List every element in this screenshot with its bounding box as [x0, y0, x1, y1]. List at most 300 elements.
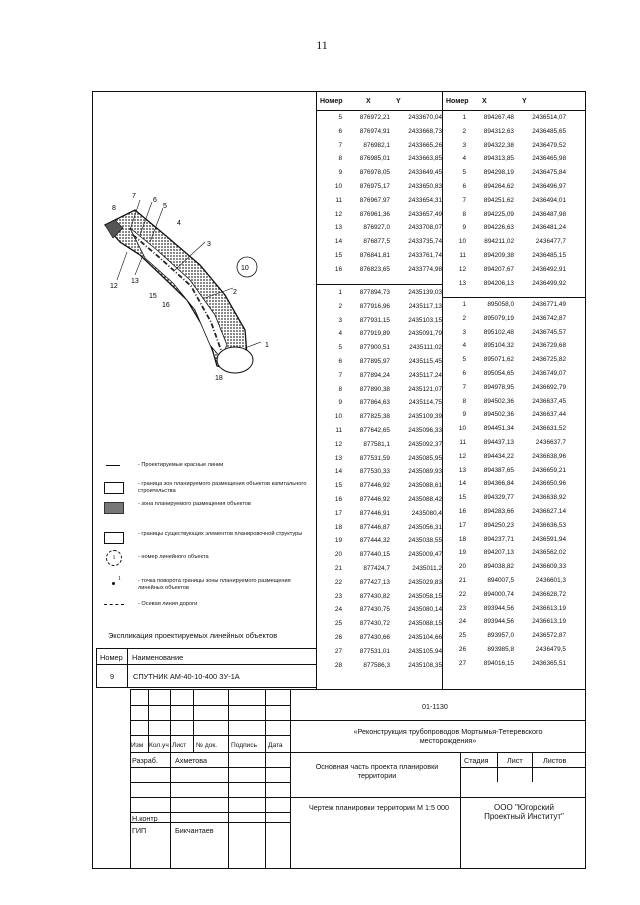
point-number: 10: [334, 413, 342, 421]
point-number: 12: [334, 210, 342, 218]
coord-x: 894502,36: [483, 397, 514, 405]
coord-y: 2436481,24: [532, 224, 566, 232]
coord-y: 2436609,33: [532, 563, 566, 571]
point-number: 20: [334, 551, 342, 559]
coord-x: 894038,82: [483, 563, 514, 571]
coord-y: 2433665,26: [408, 141, 442, 149]
coord-row: [444, 424, 566, 434]
coord-row: [444, 210, 566, 220]
coord-x: 877446,87: [359, 523, 390, 531]
coord-x: 877931,15: [359, 316, 390, 324]
turn-point-icon: [112, 582, 115, 585]
coord-row: [320, 619, 442, 629]
coord-y: 2436659,21: [532, 466, 566, 474]
map-label: 2: [233, 289, 237, 296]
coord-y: 2436591,94: [532, 535, 566, 543]
coord-y: 2436638,92: [532, 494, 566, 502]
coord-y: 2433654,31: [408, 196, 442, 204]
point-number: 3: [338, 316, 342, 324]
explication-row-name: СПУТНИК АМ-40-10-400 ЗУ-1А: [133, 672, 240, 681]
point-number: 5: [338, 114, 342, 121]
coord-row: [320, 210, 442, 220]
coord-x: 895071,62: [483, 356, 514, 364]
coord-x: 877430,82: [359, 592, 390, 600]
coord-x: 877446,91: [359, 509, 390, 517]
nkontr-label: Н.контр: [132, 814, 158, 823]
col-list: Лист: [172, 742, 187, 749]
point-number: 26: [458, 646, 466, 653]
left-header-num: Номер: [320, 98, 343, 105]
coord-x: 895058,0: [487, 301, 514, 308]
coord-row: [444, 410, 566, 420]
point-number: 6: [338, 358, 342, 365]
right-header-x: X: [482, 98, 487, 105]
coord-x: 894329,77: [483, 494, 514, 502]
coord-y: 2435117,24: [408, 371, 442, 379]
point-number: 12: [334, 440, 342, 448]
point-number: 5: [338, 344, 342, 352]
coord-y: 2435085,95: [408, 454, 442, 462]
coord-row: [320, 495, 442, 505]
point-number: 18: [458, 535, 466, 543]
explication-title: Экспликация проектируемых линейных объектов: [108, 631, 278, 640]
list-label: Лист: [507, 756, 523, 765]
coord-x: 877825,38: [359, 413, 390, 421]
coord-row: [320, 168, 442, 178]
document-code: 01-1130: [422, 702, 448, 711]
col-izm: Изм: [131, 742, 144, 749]
point-number: 10: [458, 425, 466, 433]
point-number: 15: [334, 252, 342, 259]
coord-y: 2436725,82: [532, 356, 566, 364]
map-label: 10: [241, 265, 249, 272]
coord-y: 2435056,31: [408, 523, 442, 531]
coord-row: [444, 300, 566, 310]
coord-x: 894250,23: [483, 521, 514, 529]
coord-row: [444, 397, 566, 407]
map-label: 5: [163, 203, 167, 210]
coord-row: [320, 237, 442, 247]
point-number: 13: [334, 224, 342, 232]
point-number: 7: [338, 141, 342, 149]
point-number: 1: [338, 289, 342, 296]
section-title: Основная часть проекта планировки территории: [315, 762, 439, 780]
coord-y: 2435091,79: [408, 330, 442, 338]
point-number: 22: [334, 578, 342, 586]
coord-x: 894007,5: [487, 577, 514, 584]
coord-x: 876841,81: [359, 252, 390, 259]
coord-row: [320, 265, 442, 275]
coord-row: [444, 154, 566, 164]
map-label: 7: [132, 193, 136, 200]
coord-y: 2435080,14: [408, 606, 442, 614]
explication-header-name: Наименование: [132, 653, 184, 662]
coord-y: 2436572,87: [532, 632, 566, 640]
point-number: 23: [458, 604, 466, 612]
coord-x: 894237,71: [483, 535, 514, 543]
point-number: 7: [462, 383, 466, 391]
coord-row: [320, 592, 442, 602]
coord-y: 2433650,83: [408, 183, 442, 190]
coord-y: 2436496,97: [532, 183, 566, 190]
point-number: 15: [334, 482, 342, 490]
coord-row: [320, 182, 442, 192]
coord-y: 2435096,33: [408, 427, 442, 434]
point-number: 21: [334, 565, 342, 572]
coord-row: [320, 385, 442, 395]
coord-row: [320, 288, 442, 298]
coord-row: [444, 383, 566, 393]
coord-x: 876927,0: [363, 224, 390, 232]
coord-y: 2433663,85: [408, 155, 442, 163]
organization: ООО "Югорский Проектный Институт": [484, 803, 564, 821]
coord-x: 893944,56: [483, 618, 514, 626]
coord-x: 877586,3: [363, 661, 390, 669]
coord-y: 2436749,07: [532, 370, 566, 377]
coord-x: 877424,7: [363, 565, 390, 572]
point-number: 11: [335, 196, 342, 204]
map-label: 1: [265, 342, 269, 349]
coord-y: 2436494,01: [532, 196, 566, 204]
coord-y: 2436729,68: [532, 342, 566, 350]
point-number: 4: [338, 330, 342, 338]
point-number: 15: [458, 494, 466, 502]
coord-row: [320, 302, 442, 312]
point-number: 17: [458, 521, 466, 529]
point-number: 19: [334, 537, 342, 545]
coord-x: 894251,62: [483, 196, 514, 204]
coord-y: 2436601,3: [535, 577, 566, 584]
zone-boundary-symbol: [104, 482, 124, 494]
point-number: 14: [334, 468, 342, 476]
coord-y: 2435108,35: [408, 661, 442, 669]
point-number: 8: [462, 210, 466, 218]
point-number: 25: [334, 620, 342, 628]
coord-y: 2435139,03: [408, 289, 442, 296]
coord-x: 876961,36: [359, 210, 390, 218]
coord-y: 2435117,13: [408, 302, 442, 310]
point-number: 2: [462, 127, 466, 135]
point-number: 10: [458, 238, 466, 246]
coord-row: [320, 127, 442, 137]
coord-row: [320, 550, 442, 560]
coord-y: 2433670,04: [408, 114, 442, 121]
coord-y: 2435115,45: [408, 358, 442, 365]
coord-x: 877919,89: [359, 330, 390, 338]
coord-x: 877530,33: [359, 468, 390, 476]
point-number: 19: [458, 549, 466, 557]
coord-y: 2433649,45: [408, 169, 442, 177]
gip-label: ГИП: [132, 826, 147, 835]
coord-row: [444, 452, 566, 462]
point-number: 11: [459, 252, 466, 259]
coord-y: 2433657,49: [408, 210, 442, 218]
coord-x: 894264,62: [483, 183, 514, 190]
coord-x: 894434,22: [483, 452, 514, 460]
coord-x: 894298,19: [483, 169, 514, 177]
razrab-name: Ахметова: [175, 756, 208, 765]
coord-row: [320, 523, 442, 533]
point-number: 16: [334, 496, 342, 503]
coord-x: 877444,32: [359, 537, 390, 545]
coord-row: [444, 535, 566, 545]
coord-row: [444, 438, 566, 448]
coord-x: 895104,32: [483, 342, 514, 350]
coord-row: [444, 617, 566, 627]
coord-y: 2435114,75: [408, 399, 442, 407]
point-number: 16: [458, 508, 466, 515]
coord-x: 877900,51: [359, 344, 390, 352]
coord-y: 2436475,84: [532, 169, 566, 177]
coord-y: 2436742,87: [532, 314, 566, 322]
coord-row: [320, 141, 442, 151]
coord-x: 894209,38: [483, 252, 514, 259]
coord-x: 894313,85: [483, 155, 514, 163]
hatch-zone-symbol: [104, 502, 124, 514]
coord-row: [320, 343, 442, 353]
coord-y: 2436631,52: [532, 425, 566, 433]
coord-row: [444, 251, 566, 261]
coord-row: [320, 578, 442, 588]
coord-y: 2436637,45: [532, 397, 566, 405]
coord-y: 2436613,19: [532, 604, 566, 612]
coord-x: 877894,24: [359, 371, 390, 379]
point-number: 22: [458, 590, 466, 598]
point-number: 11: [335, 427, 342, 434]
legend-item: - зона планируемого размещения объектов: [138, 501, 251, 507]
map-label: 4: [177, 220, 181, 227]
point-number: 12: [458, 265, 466, 273]
coord-row: [444, 466, 566, 476]
project-title: «Реконструкция трубопроводов Мортымья-Тетеревского месторождения»: [353, 727, 543, 745]
point-number: 1: [462, 114, 466, 121]
coord-x: 894211,02: [484, 238, 514, 246]
coord-y: 2435029,83: [408, 578, 442, 586]
coord-y: 2436628,72: [532, 590, 566, 598]
existing-structure-symbol: [104, 532, 124, 544]
coord-x: 894207,13: [483, 549, 514, 557]
point-number: 14: [458, 480, 466, 488]
point-number: 5: [462, 169, 466, 177]
map-label: 16: [162, 302, 170, 309]
coord-row: [444, 645, 566, 655]
coord-row: [320, 357, 442, 367]
point-number: 10: [334, 183, 342, 190]
coord-x: 877430,66: [359, 634, 390, 641]
coord-x: 894226,63: [483, 224, 514, 232]
legend-item: - граница зон планируемого размещения объектов капитального строительства: [138, 481, 307, 494]
coord-y: 2435103,15: [408, 316, 442, 324]
coord-x: 895054,65: [483, 370, 514, 377]
coord-x: 877430,75: [359, 606, 390, 614]
coord-x: 894502,36: [483, 411, 514, 419]
coord-row: [320, 509, 442, 519]
coord-y: 2435105,94: [408, 647, 442, 655]
coord-x: 893957,0: [487, 632, 514, 640]
coord-row: [444, 141, 566, 151]
coord-x: 877642,65: [359, 427, 390, 434]
coord-x: 876975,17: [359, 183, 390, 190]
coord-x: 877427,13: [359, 578, 390, 586]
coord-y: 2436637,44: [532, 411, 566, 419]
coord-x: 876877,5: [363, 238, 390, 246]
coord-y: 2436745,57: [532, 328, 566, 336]
coord-x: 877446,92: [359, 482, 390, 490]
point-number: 26: [334, 634, 342, 641]
coord-row: [320, 426, 442, 436]
coord-y: 2436627,14: [532, 508, 566, 515]
coord-row: [444, 355, 566, 365]
coord-x: 877531,59: [359, 454, 390, 462]
point-number: 27: [458, 659, 466, 667]
listov-label: Листов: [543, 756, 567, 765]
col-doc: № док.: [196, 742, 218, 749]
point-number: 11: [459, 439, 466, 446]
coord-row: [320, 467, 442, 477]
coord-x: 895079,19: [483, 314, 514, 322]
coord-y: 2433708,07: [408, 224, 442, 232]
col-kolich: Кол.уч: [149, 742, 169, 749]
point-number: 24: [458, 618, 466, 626]
point-number: 21: [458, 577, 466, 584]
coord-x: 894000,74: [483, 590, 514, 598]
coord-row: [444, 507, 566, 517]
coord-row: [320, 440, 442, 450]
coord-x: 894207,67: [483, 265, 514, 273]
coord-row: [320, 113, 442, 123]
coord-x: 877895,97: [359, 358, 390, 365]
coord-x: 877446,92: [359, 496, 390, 503]
coord-row: [320, 661, 442, 671]
map-label: 18: [215, 375, 223, 382]
point-number: 27: [334, 647, 342, 655]
explication-row-num: 9: [110, 672, 115, 681]
coord-row: [320, 633, 442, 643]
coord-y: 2433761,74: [408, 252, 442, 259]
coord-y: 2436514,07: [532, 114, 566, 121]
point-number: 9: [462, 411, 466, 419]
coord-row: [444, 521, 566, 531]
point-number: 2: [462, 314, 466, 322]
left-header-y: Y: [396, 98, 401, 105]
coord-x: 876974,91: [359, 127, 390, 135]
point-number: 14: [334, 238, 342, 246]
coord-row: [320, 371, 442, 381]
coord-x: 876985,01: [359, 155, 390, 163]
coord-y: 2436613,19: [532, 618, 566, 626]
coord-y: 2435109,39: [408, 413, 442, 421]
point-number: 4: [462, 155, 466, 163]
legend-item: - границы существующих элементов планировочной структуры: [138, 531, 303, 537]
right-header-num: Номер: [446, 98, 469, 105]
point-number: 13: [334, 454, 342, 462]
coord-x: 893985,8: [487, 646, 514, 653]
point-number: 3: [462, 328, 466, 336]
point-number: 13: [458, 279, 466, 287]
coord-y: 2436477,7: [535, 238, 566, 246]
point-number: 9: [462, 224, 466, 232]
coord-x: 876978,05: [359, 169, 390, 177]
coord-y: 2435092,37: [408, 440, 442, 448]
point-number: 6: [338, 127, 342, 135]
coord-row: [320, 481, 442, 491]
coord-row: [320, 412, 442, 422]
coord-x: 894387,65: [483, 466, 514, 474]
coord-y: 2435104,66: [408, 634, 442, 641]
coord-y: 2435080,4: [411, 509, 442, 517]
site-plan-map: [95, 180, 320, 395]
red-line-symbol: [106, 465, 120, 466]
coord-row: [320, 647, 442, 657]
coord-row: [444, 279, 566, 289]
coord-x: 877890,38: [359, 385, 390, 393]
coord-row: [444, 182, 566, 192]
coord-x: 894225,09: [483, 210, 514, 218]
coord-row: [444, 265, 566, 275]
coord-row: [320, 454, 442, 464]
coord-row: [444, 328, 566, 338]
point-number: 18: [334, 523, 342, 531]
coord-row: [444, 590, 566, 600]
coord-x: 876972,21: [359, 114, 390, 121]
coord-row: [320, 564, 442, 574]
coord-row: [320, 196, 442, 206]
coord-y: 2436479,5: [535, 646, 566, 653]
point-number: 4: [462, 342, 466, 350]
coord-y: 2436650,96: [532, 480, 566, 488]
coord-y: 2433668,73: [408, 127, 442, 135]
coord-y: 2435121,07: [408, 385, 442, 393]
point-number: 24: [334, 606, 342, 614]
coord-x: 877531,01: [359, 647, 390, 655]
coord-row: [444, 659, 566, 669]
coord-y: 2436636,53: [532, 521, 566, 529]
coord-y: 2433735,74: [408, 238, 442, 246]
coord-y: 2436562,02: [532, 549, 566, 557]
coord-x: 895102,48: [483, 328, 514, 336]
coord-x: 877430,72: [359, 620, 390, 628]
coord-row: [444, 369, 566, 379]
coord-y: 2436637,7: [535, 439, 566, 446]
coord-x: 894366,84: [483, 480, 514, 488]
coord-row: [320, 251, 442, 261]
point-number: 16: [334, 265, 342, 273]
coord-y: 2435058,15: [408, 592, 442, 600]
coord-x: 876823,65: [359, 265, 390, 273]
coord-x: 877581,1: [363, 440, 390, 448]
coord-x: 894978,95: [483, 383, 514, 391]
point-number: 6: [462, 183, 466, 190]
coord-x: 894016,15: [483, 659, 514, 667]
coord-x: 877440,15: [359, 551, 390, 559]
coord-x: 877916,96: [359, 302, 390, 310]
object-number-symbol: 1: [106, 550, 122, 566]
legend-item: - номер линейного объекта: [138, 554, 209, 560]
razrab-label: Разраб.: [132, 756, 158, 765]
point-number: 3: [462, 141, 466, 149]
point-number: 20: [458, 563, 466, 571]
coord-x: 877864,63: [359, 399, 390, 407]
page-number: 11: [316, 38, 328, 52]
coord-y: 2435111,02: [409, 344, 442, 352]
map-label: 12: [110, 283, 118, 290]
coord-row: [444, 493, 566, 503]
coord-x: 894437,13: [483, 439, 514, 446]
coord-y: 2436485,15: [532, 252, 566, 259]
coord-y: 2436692,79: [532, 383, 566, 391]
point-number: 25: [458, 632, 466, 640]
coord-x: 894322,38: [483, 141, 514, 149]
